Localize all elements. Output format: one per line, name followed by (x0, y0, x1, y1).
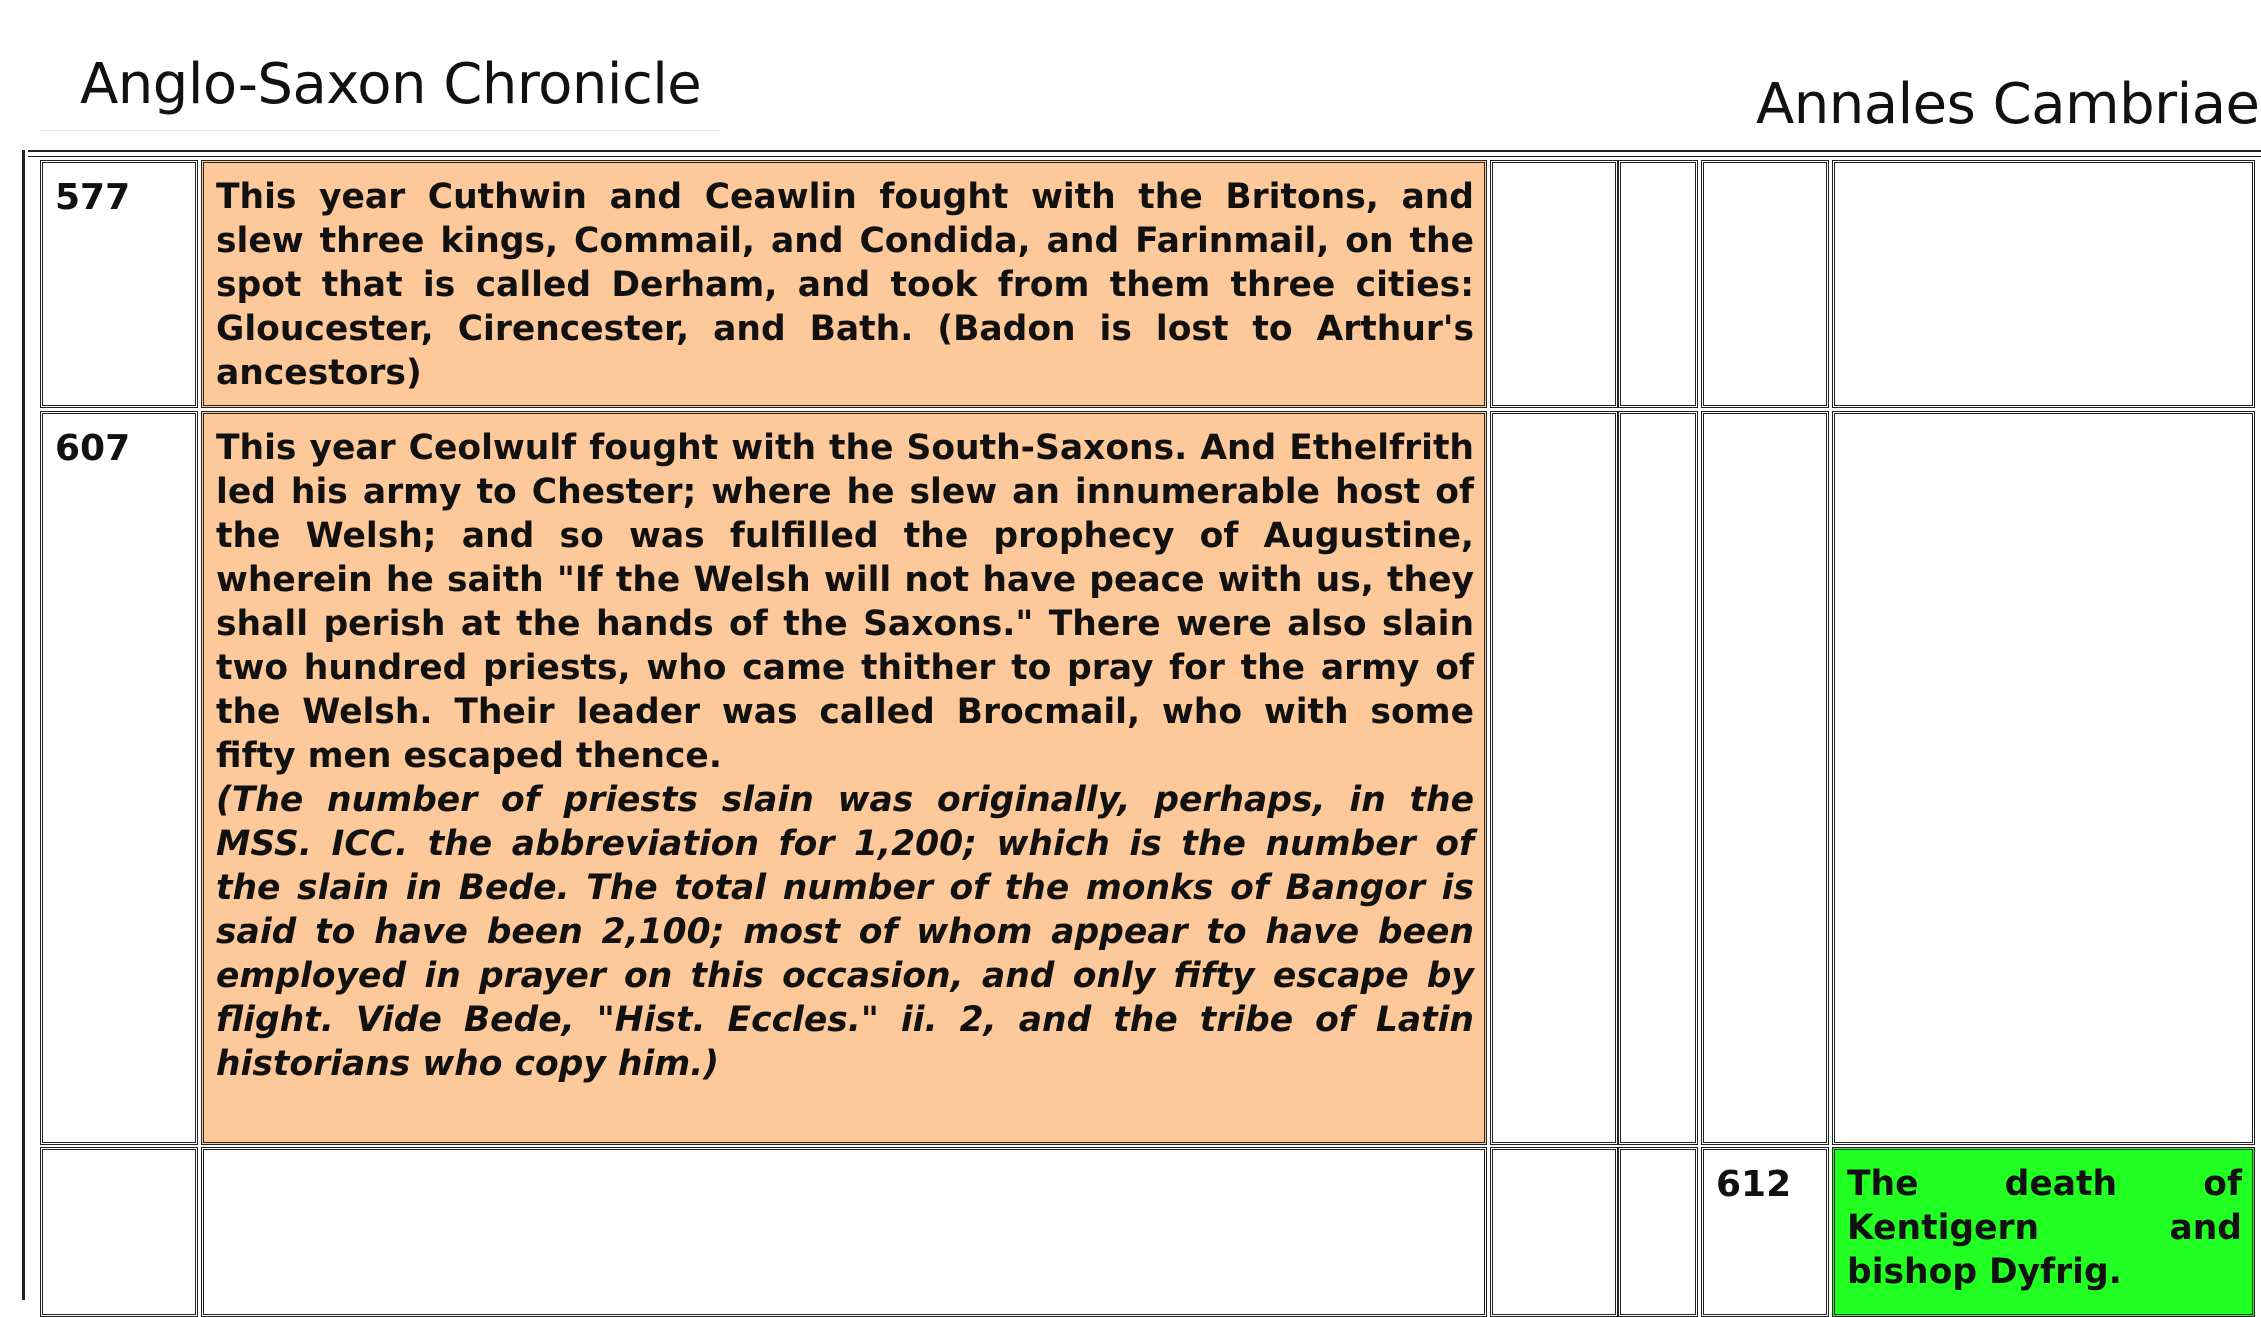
chronicle-entry-text: This year Cuthwin and Ceawlin fought with the Britons, and slew three kings, Commail, and Condida, and Farinmail, on the spot that is called Derham, and took from them three cities: Gloucester, Cirencester, and Bath. (Badon is lost to Arthur's ancestors) (216, 177, 1474, 393)
empty-cell (1618, 160, 1698, 408)
table-top-rule (28, 150, 2261, 152)
chronicle-entry-text: This year Ceolwulf fought with the South-Saxons. And Ethelfrith led his army to Chester; where he slew an innumerable host of the Welsh; and so was fulfilled the prophecy of Augustine, wherein he saith "If the Welsh will not have peace with us, they shall perish at the hands of the Saxons." There were also slain two hundred priests, who came thither to pray for the army of the Welsh. Their leader was called Brocmail, who with some fifty men escaped thence. (216, 428, 1474, 776)
empty-cell (1701, 411, 1829, 1145)
chronicle-year: 577 (55, 177, 131, 218)
empty-cell (1490, 1147, 1618, 1317)
heading-underline (40, 130, 720, 131)
empty-cell (1618, 1147, 1698, 1317)
empty-cell (1490, 160, 1618, 408)
chronicle-year-cell (40, 160, 198, 408)
chronicle-year: 607 (55, 428, 131, 469)
empty-cell (1832, 160, 2255, 408)
cambriae-entry-text: The death of Kentigern and bishop Dyfrig. (1847, 1164, 2242, 1292)
empty-cell (1832, 411, 2255, 1145)
cambriae-year: 612 (1716, 1164, 1792, 1205)
table-top-rule-inner (28, 156, 2261, 157)
chronicle-year-cell (40, 411, 198, 1145)
empty-cell (1618, 411, 1698, 1145)
chronicle-entry-note: (The number of priests slain was originally, perhaps, in the MSS. ICC. the abbreviation for 1,200; which is the number of the slain in Bede. The total number of the monks of Bangor is said to have been 2,100; most of whom appear to have been employed in prayer on this occasion, and only fifty escape by flight. Vide Bede, "Hist. Eccles." ii. 2, and the tribe of Latin historians who copy him.) (216, 780, 1474, 1084)
table-left-rail (22, 150, 25, 1300)
cambriae-heading: Annales Cambriae (1756, 72, 2260, 137)
empty-cell (40, 1147, 198, 1317)
cambriae-entry-cell (1832, 1147, 2255, 1317)
chronicle-entry-cell (201, 160, 1487, 408)
empty-cell (201, 1147, 1487, 1317)
cambriae-year-cell (1701, 1147, 1829, 1317)
empty-cell (1490, 411, 1618, 1145)
chronicle-heading: Anglo-Saxon Chronicle (80, 52, 702, 117)
chronicle-entry-cell (201, 411, 1487, 1145)
empty-cell (1701, 160, 1829, 408)
